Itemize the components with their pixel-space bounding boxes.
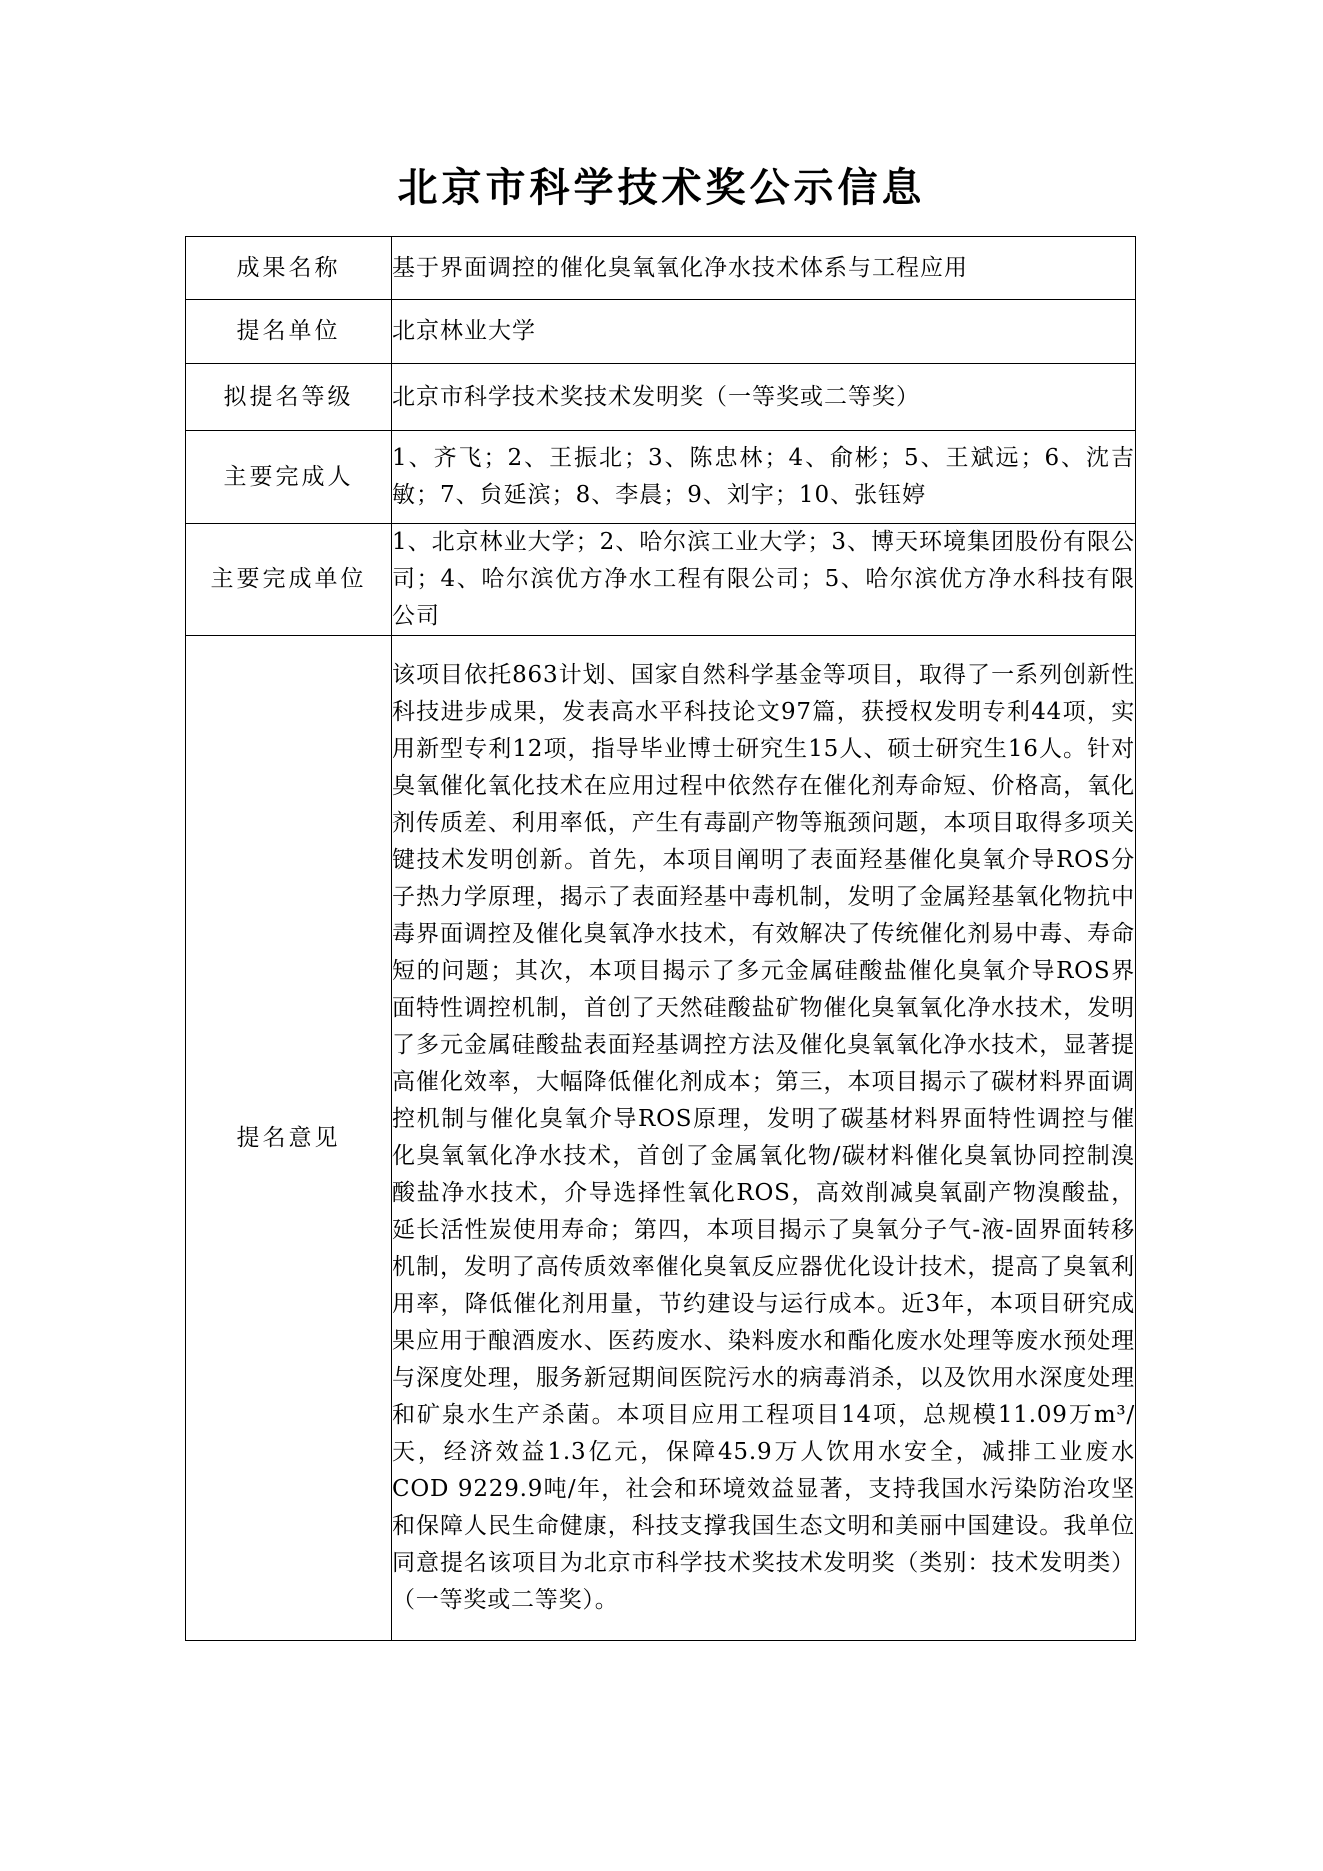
row-label-main-units: 主要完成单位 (186, 524, 392, 636)
row-label-award-level: 拟提名等级 (186, 364, 392, 431)
table-row-nomination-opinion (186, 636, 1136, 1641)
row-value-achievement-name: 基于界面调控的催化臭氧氧化净水技术体系与工程应用 (392, 237, 1136, 300)
info-table (185, 236, 1136, 1641)
row-value-award-level: 北京市科学技术奖技术发明奖（一等奖或二等奖） (392, 364, 1136, 431)
table-row-main-units (186, 524, 1136, 636)
table-row-award-level (186, 364, 1136, 431)
row-label-nominating-unit: 提名单位 (186, 300, 392, 364)
row-label-nomination-opinion: 提名意见 (186, 636, 392, 1641)
table-row-nominating-unit (186, 300, 1136, 364)
table-row-achievement-name (186, 237, 1136, 300)
page-title: 北京市科学技术奖公示信息 (397, 165, 926, 211)
row-label-main-contributors: 主要完成人 (186, 431, 392, 524)
row-value-nominating-unit: 北京林业大学 (392, 300, 1136, 364)
table-row-main-contributors (186, 431, 1136, 524)
row-label-achievement-name: 成果名称 (186, 237, 392, 300)
row-value-main-contributors: 1、齐飞；2、王振北；3、陈忠林；4、俞彬；5、王斌远；6、沈吉敏；7、贠延滨；8、李晨；9、刘宇；10、张钰婷 (392, 431, 1136, 524)
row-value-nomination-opinion: 该项目依托863计划、国家自然科学基金等项目，取得了一系列创新性科技进步成果，发表高水平科技论文97篇，获授权发明专利44项，实用新型专利12项，指导毕业博士研究生15人、硕士研究生16人。针对臭氧催化氧化技术在应用过程中依然存在催化剂寿命短、价格高，氧化剂传质差、利用率低，产生有毒副产物等瓶颈问题，本项目取得多项关键技术发明创新。首先，本项目阐明了表面羟基催化臭氧介导ROS分子热力学原理，揭示了表面羟基中毒机制，发明了金属羟基氧化物抗中毒界面调控及催化臭氧净水技术，有效解决了传统催化剂易中毒、寿命短的问题；其次，本项目揭示了多元金属硅酸盐催化臭氧介导ROS界面特性调控机制，首创了天然硅酸盐矿物催化臭氧氧化净水技术，发明了多元金属硅酸盐表面羟基调控方法及催化臭氧氧化净水技术，显著提高催化效率，大幅降低催化剂成本；第三，本项目揭示了碳材料界面调控机制与催化臭氧介导ROS原理，发明了碳基材料界面特性调控与催化臭氧氧化净水技术，首创了金属氧化物/碳材料催化臭氧协同控制溴酸盐净水技术，介导选择性氧化ROS，高效削减臭氧副产物溴酸盐，延长活性炭使用寿命；第四，本项目揭示了臭氧分子气-液-固界面转移机制，发明了高传质效率催化臭氧反应器优化设计技术，提高了臭氧利用率，降低催化剂用量，节约建设与运行成本。近3年，本项目研究成果应用于酿酒废水、医药废水、染料废水和酯化废水处理等废水预处理与深度处理，服务新冠期间医院污水的病毒消杀，以及饮用水深度处理和矿泉水生产杀菌。本项目应用工程项目14项，总规模11.09万m³/天，经济效益1.3亿元，保障45.9万人饮用水安全，减排工业废水COD 9229.9吨/年，社会和环境效益显著，支持我国水污染防治攻坚和保障人民生命健康，科技支撑我国生态文明和美丽中国建设。我单位同意提名该项目为北京市科学技术奖技术发明奖（类别：技术发明类）（一等奖或二等奖）。 (392, 636, 1136, 1641)
row-value-main-units: 1、北京林业大学；2、哈尔滨工业大学；3、博天环境集团股份有限公司；4、哈尔滨优方净水工程有限公司；5、哈尔滨优方净水科技有限公司 (392, 524, 1136, 636)
